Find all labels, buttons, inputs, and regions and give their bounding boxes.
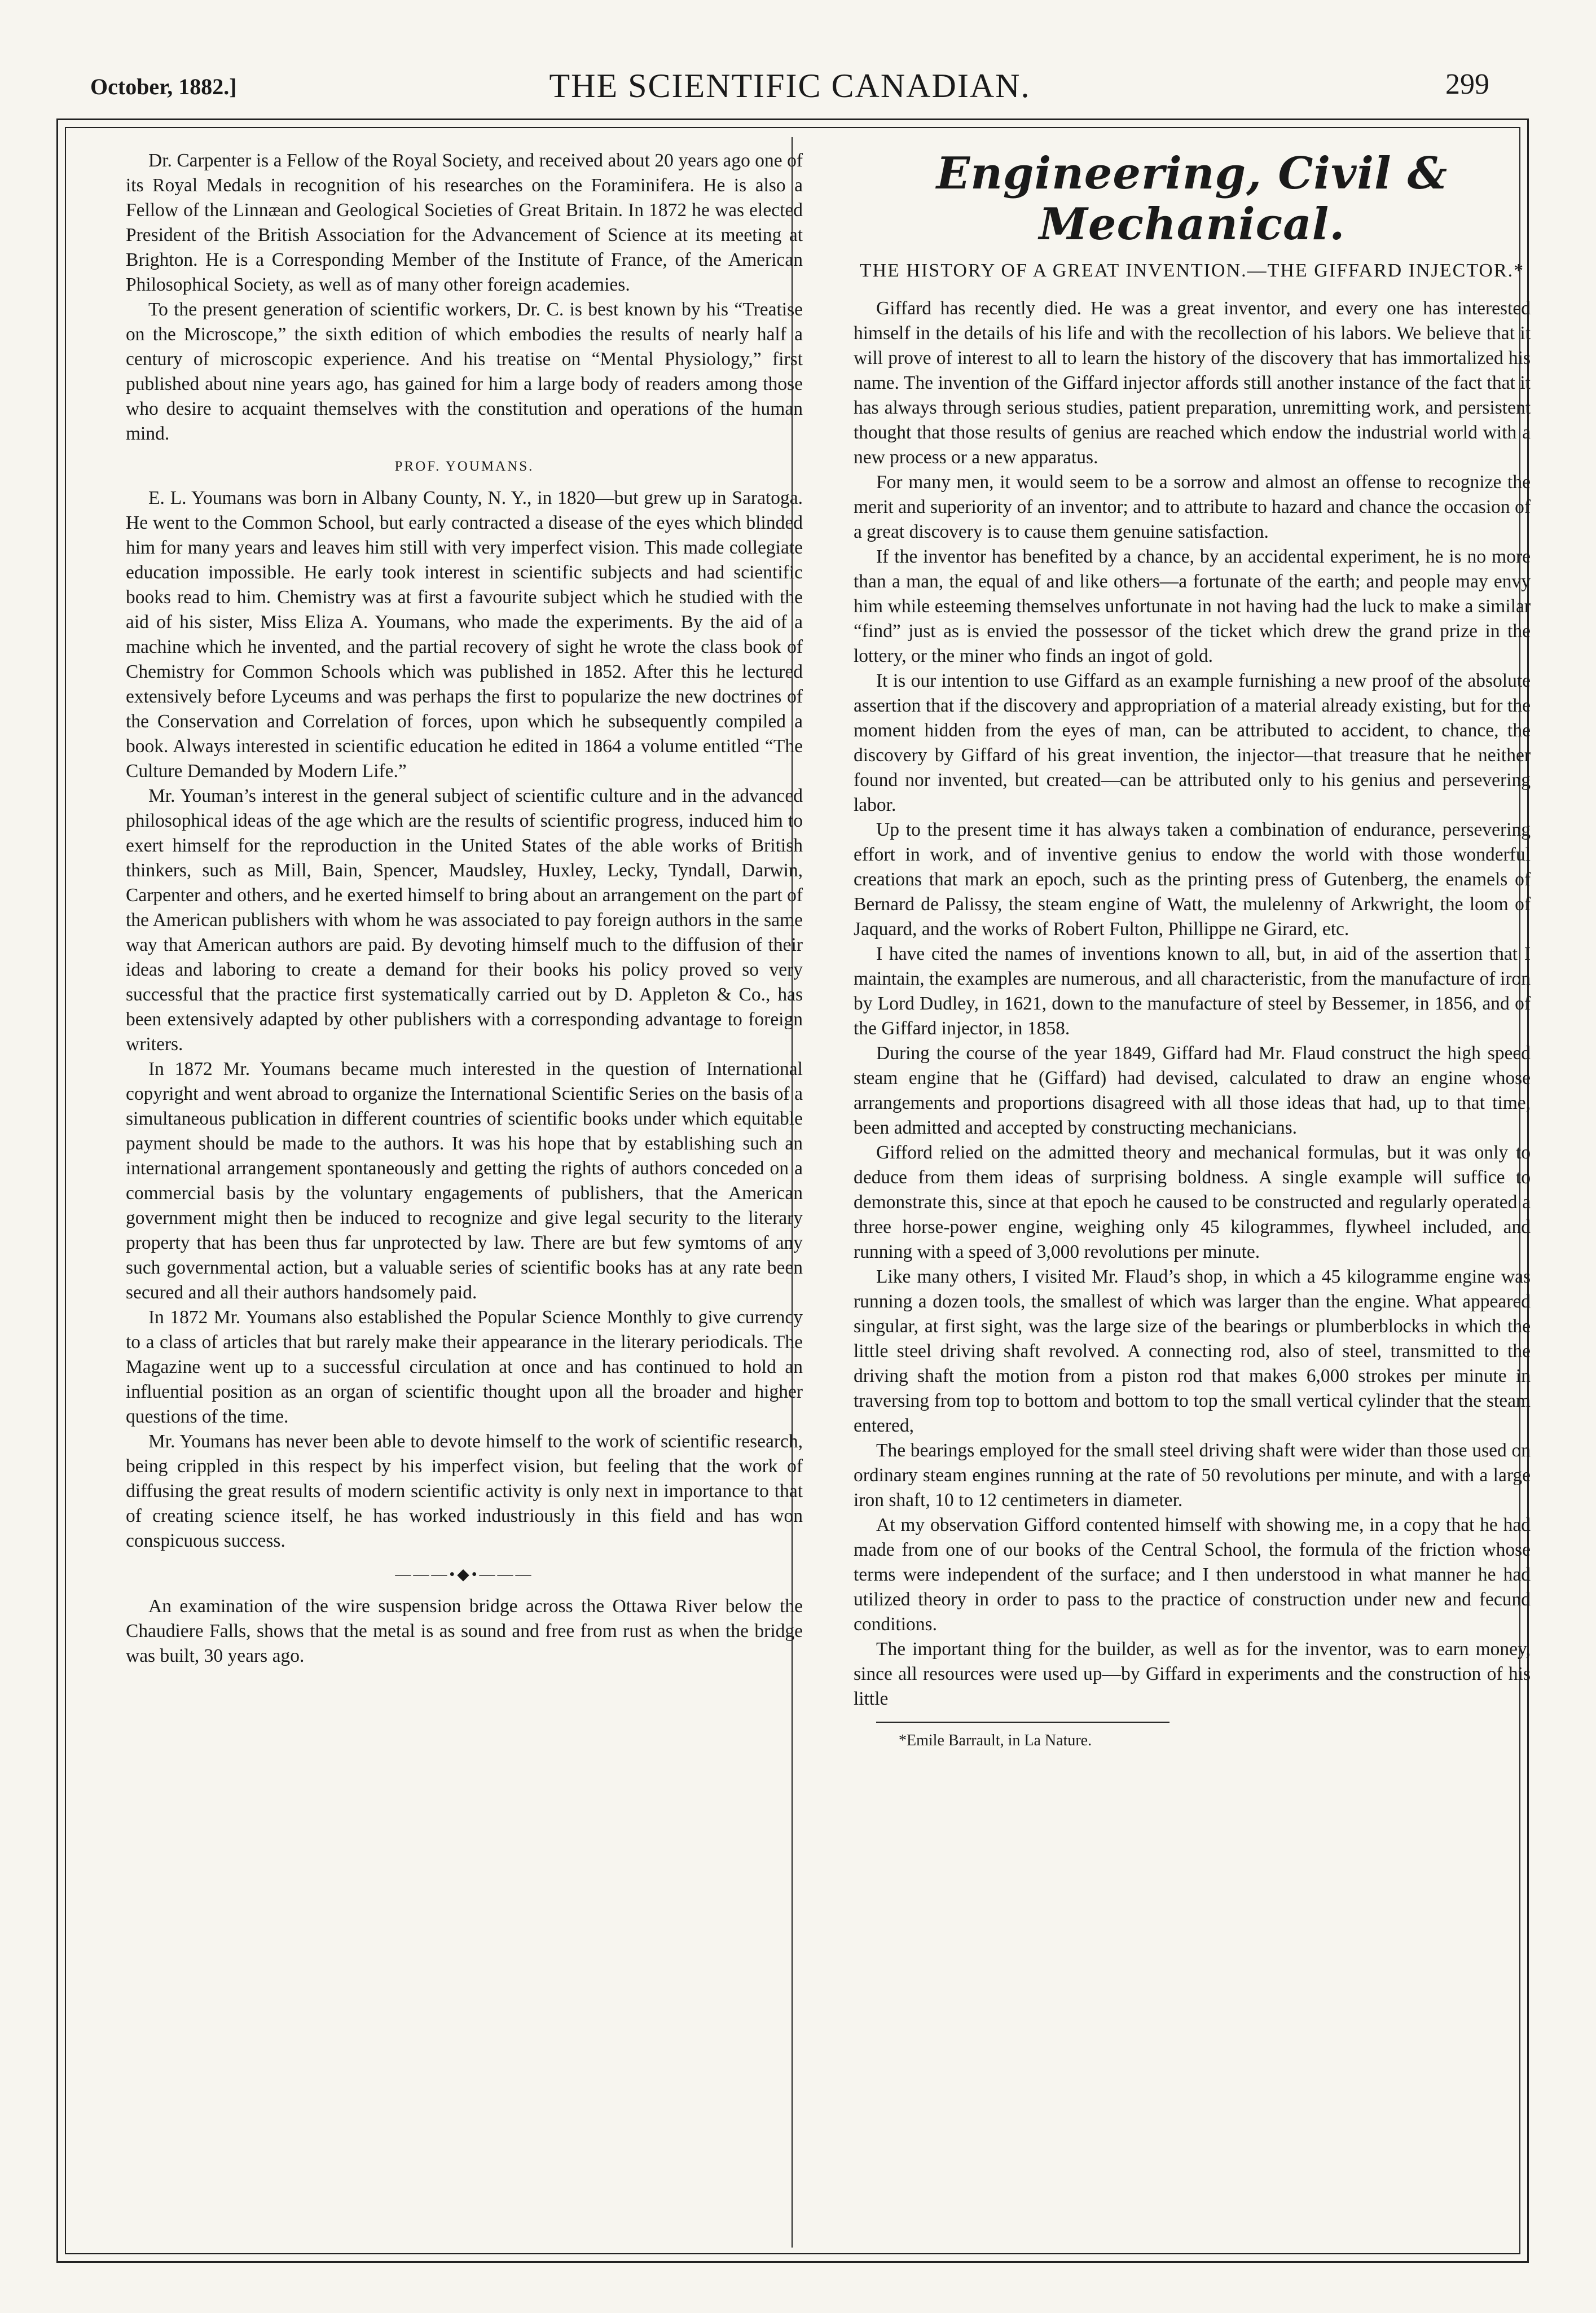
article-paragraph: During the course of the year 1849, Giffard had Mr. Flaud construct the high speed steam engine that he (Giffard) had devised, calculated to draw an engine whose arrangements and proportions disagreed with all those ideas that had, up to that time, been admitted and accepted by constructing mechanicians.	[854, 1043, 1531, 1138]
article-paragraph: The bearings employed for the small steel driving shaft were wider than those used on ordinary steam engines running at the rate of 50 revolutions per minute, and with a large iron shaft, 10 to 12 centimeters in diameter.	[854, 1440, 1531, 1511]
issue-date: October, 1882.]	[90, 74, 237, 99]
article-paragraph: If the inventor has benefited by a chance, by an accidental experiment, he is no more than a man, the equal of and like others—a fortunate of the earth; and people may envy him while esteeming themselves unfortunate in not having had the luck to make a similar “find” just as is envied the possessor of the ticket which drew the grand prize in the lottery, or the miner who finds an ingot of gold.	[854, 546, 1531, 666]
article-title: THE HISTORY OF A GREAT INVENTION.—THE GIFFARD INJECTOR.*	[859, 260, 1525, 281]
page-header	[79, 62, 1501, 118]
page-frame	[56, 118, 1529, 2263]
youmans-paragraph: Mr. Youman’s interest in the general subject of scientific culture and in the advanced philosophical ideas of the age which are the results of scientific progress, induced him to exert himself for the reproduction in the United States of the able works of British thinkers, such as Mill, Bain, Spencer, Maudsley, Huxley, Lecky, Tyndall, Darwin, Carpenter and others, and he exerted himself to bring about an arrangement on the part of the American publishers with whom he was associated to pay foreign authors in the same way that American authors are paid. By devoting himself much to the diffusion of their ideas and laboring to create a demand for their books his policy proved so very successful that the practice first systematically carried out by D. Appleton & Co., has been extensively adapted by other publishers with a corresponding advantage to foreign writers.	[126, 785, 803, 1055]
footnote-rule	[876, 1722, 1169, 1723]
section-title: Engineering, Civil & Mechanical.	[936, 148, 1448, 250]
article-paragraph: Giffard has recently died. He was a great inventor, and every one has interested himself in the details of his life and with the recollection of his labors. We believe that it will prove of interest to all to learn the history of the discovery that has immortalized his name. The invention of the Giffard injector affords still another instance of the fact that it has always through serious studies, patient preparation, unremitting work, and persistent thought that those results of genius are reached which endow the industrial world with a new process or a new apparatus.	[854, 298, 1531, 468]
journal-title: THE SCIENTIFIC CANADIAN.	[549, 67, 1031, 104]
article-paragraph: I have cited the names of inventions known to all, but, in aid of the assertion that I maintain, the examples are numerous, and all characteristic, from the manufacture of iron by Lord Dudley, in 1621, down to the manufacture of steel by Bessemer, in 1856, and of the Giffard injector, in 1858.	[854, 943, 1531, 1039]
article-paragraph: It is our intention to use Giffard as an example furnishing a new proof of the absolute assertion that if the discovery and appropriation of a material already existing, but for the moment hidden from the eyes of man, can be attributed to accident, to chance, the discovery by Giffard of his great invention, the injector—that treasure that he neither found nor invented, but created—can be attributed only to his genius and persevering labor.	[854, 670, 1531, 815]
article-paragraph: Gifford relied on the admitted theory and mechanical formulas, but it was only to deduce from them ideas of surprising boldness. A single example will suffice to demonstrate this, since at that epoch he caused to be constructed and regularly operated a three horse-power engine, weighing only 45 kilogrammes, flywheel included, and running with a speed of 3,000 revolutions per minute.	[854, 1142, 1531, 1262]
bridge-paragraph: An examination of the wire suspension bridge across the Ottawa River below the Chaudiere Falls, shows that the metal is as sound and free from rust as when the bridge was built, 30 years ago.	[126, 1596, 803, 1666]
right-column	[854, 148, 1531, 1751]
carpenter-paragraph: To the present generation of scientific workers, Dr. C. is best known by his “Treatise on the Microscope,” the sixth edition of which embodies the results of nearly half a century of microscopic experience. And his treatise on “Mental Physiology,” first published about nine years ago, has gained for him a large body of readers among those who desire to acquaint themselves with the constitution and operations of the human mind.	[126, 299, 803, 444]
youmans-paragraph: In 1872 Mr. Youmans became much interested in the question of International copyright and went abroad to organize the International Scientific Series on the basis of a simultaneous publication in different countries of scientific books under which equitable payment should be made to the authors. It was his hope that by establishing such an international arrangement spontaneously and getting the rights of authors conceded on a commercial basis by the voluntary engagements of publishers, that the American government might then be induced to recognize and give legal security to the literary property that has been thus far unprotected by law. There are but few symtoms of any such governmental action, but a valuable series of scientific books has at any rate been secured and all their authors handsomely paid.	[126, 1059, 803, 1303]
carpenter-paragraph: Dr. Carpenter is a Fellow of the Royal Society, and received about 20 years ago one of its Royal Medals in recognition of his researches on the Foraminifera. He is also a Fellow of the Linnæan and Geological Societies of Great Britain. In 1872 he was elected President of the British Association for the Advancement of Science at its meeting at Brighton. He is a Corresponding Member of the Institute of France, of the American Philosophical Society, as well as of many other foreign academies.	[126, 150, 803, 295]
youmans-heading: PROF. YOUMANS.	[394, 459, 534, 474]
article-paragraph: For many men, it would seem to be a sorrow and almost an offense to recognize the merit and superiority of an inventor; and to attribute to hazard and chance the occasion of a great discovery is to cause them genuine satisfaction.	[854, 472, 1531, 542]
section-ornament: ———•◆•———	[395, 1566, 534, 1583]
youmans-paragraph: In 1872 Mr. Youmans also established the Popular Science Monthly to give currency to a class of articles that but rarely make their appearance in the literary periodicals. The Magazine went up to a successful circulation at once and has continued to hold an influential position as an organ of scientific thought upon all the broader and higher questions of the time.	[126, 1307, 803, 1427]
article-paragraph: The important thing for the builder, as well as for the inventor, was to earn money, since all resources were used up—by Giffard in experiments and the construction of his little	[854, 1639, 1531, 1709]
article-paragraph: Like many others, I visited Mr. Flaud’s shop, in which a 45 kilogramme engine was running a dozen tools, the smallest of which was larger than the engine. What appeared singular, at first sight, was the large size of the bearings or plumberblocks in which the little steel driving shaft revolved. A connecting rod, also of steel, transmitted to the driving shaft the motion from a piston rod that makes 6,000 strokes per minute in traversing from top to bottom and bottom to top the small vertical cylinder that the steam entered,	[854, 1266, 1531, 1436]
youmans-paragraph: E. L. Youmans was born in Albany County, N. Y., in 1820—but grew up in Saratoga. He went to the Common School, but early contracted a disease of the eyes which blinded him for many years and leaves him still with very imperfect vision. This made collegiate education impossible. He early took interest in scientific subjects and had scientific books read to him. Chemistry was at first a favourite subject which he studied with the aid of his sister, Miss Eliza A. Youmans, who made the experiments. By the aid of a machine which he invented, and the partial recovery of sight he wrote the class book of Chemistry for Common Schools which was published in 1852. After this he lectured extensively before Lyceums and was perhaps the first to popularize the new doctrines of the Conservation and Correlation of forces, upon which he subsequently compiled a book. Always interested in scientific education he edited in 1864 a volume entitled “The Culture Demanded by Modern Life.”	[126, 488, 803, 782]
footnote: *Emile Barrault, in La Nature.	[899, 1732, 1092, 1749]
youmans-paragraph: Mr. Youmans has never been able to devote himself to the work of scientific research, being crippled in this respect by his imperfect vision, but feeling that the work of diffusing the great results of modern scientific activity is only next in importance to that of creating science itself, he has worked industriously in this field and has won conspicuous success.	[126, 1431, 803, 1551]
article-paragraph: Up to the present time it has always taken a combination of endurance, persevering effort in work, and of inventive genius to endow the world with those wonderful creations that mark an epoch, such as the printing press of Gutenberg, the enamels of Bernard de Palissy, the steam engine of Watt, the mulelenny of Arkwright, the loom of Jaquard, and the works of Robert Fulton, Phillippe ne Girard, etc.	[854, 819, 1531, 940]
left-column	[126, 148, 803, 1669]
page-number: 299	[1445, 68, 1489, 100]
article-paragraph: At my observation Gifford contented himself with showing me, in a copy that he had made from one of our books of the Central School, the formula of the friction whose terms were independent of the surface; and I then understood in what manner he had utilized theory in order to pass to the practice of construction under new and fecund conditions.	[854, 1515, 1531, 1635]
